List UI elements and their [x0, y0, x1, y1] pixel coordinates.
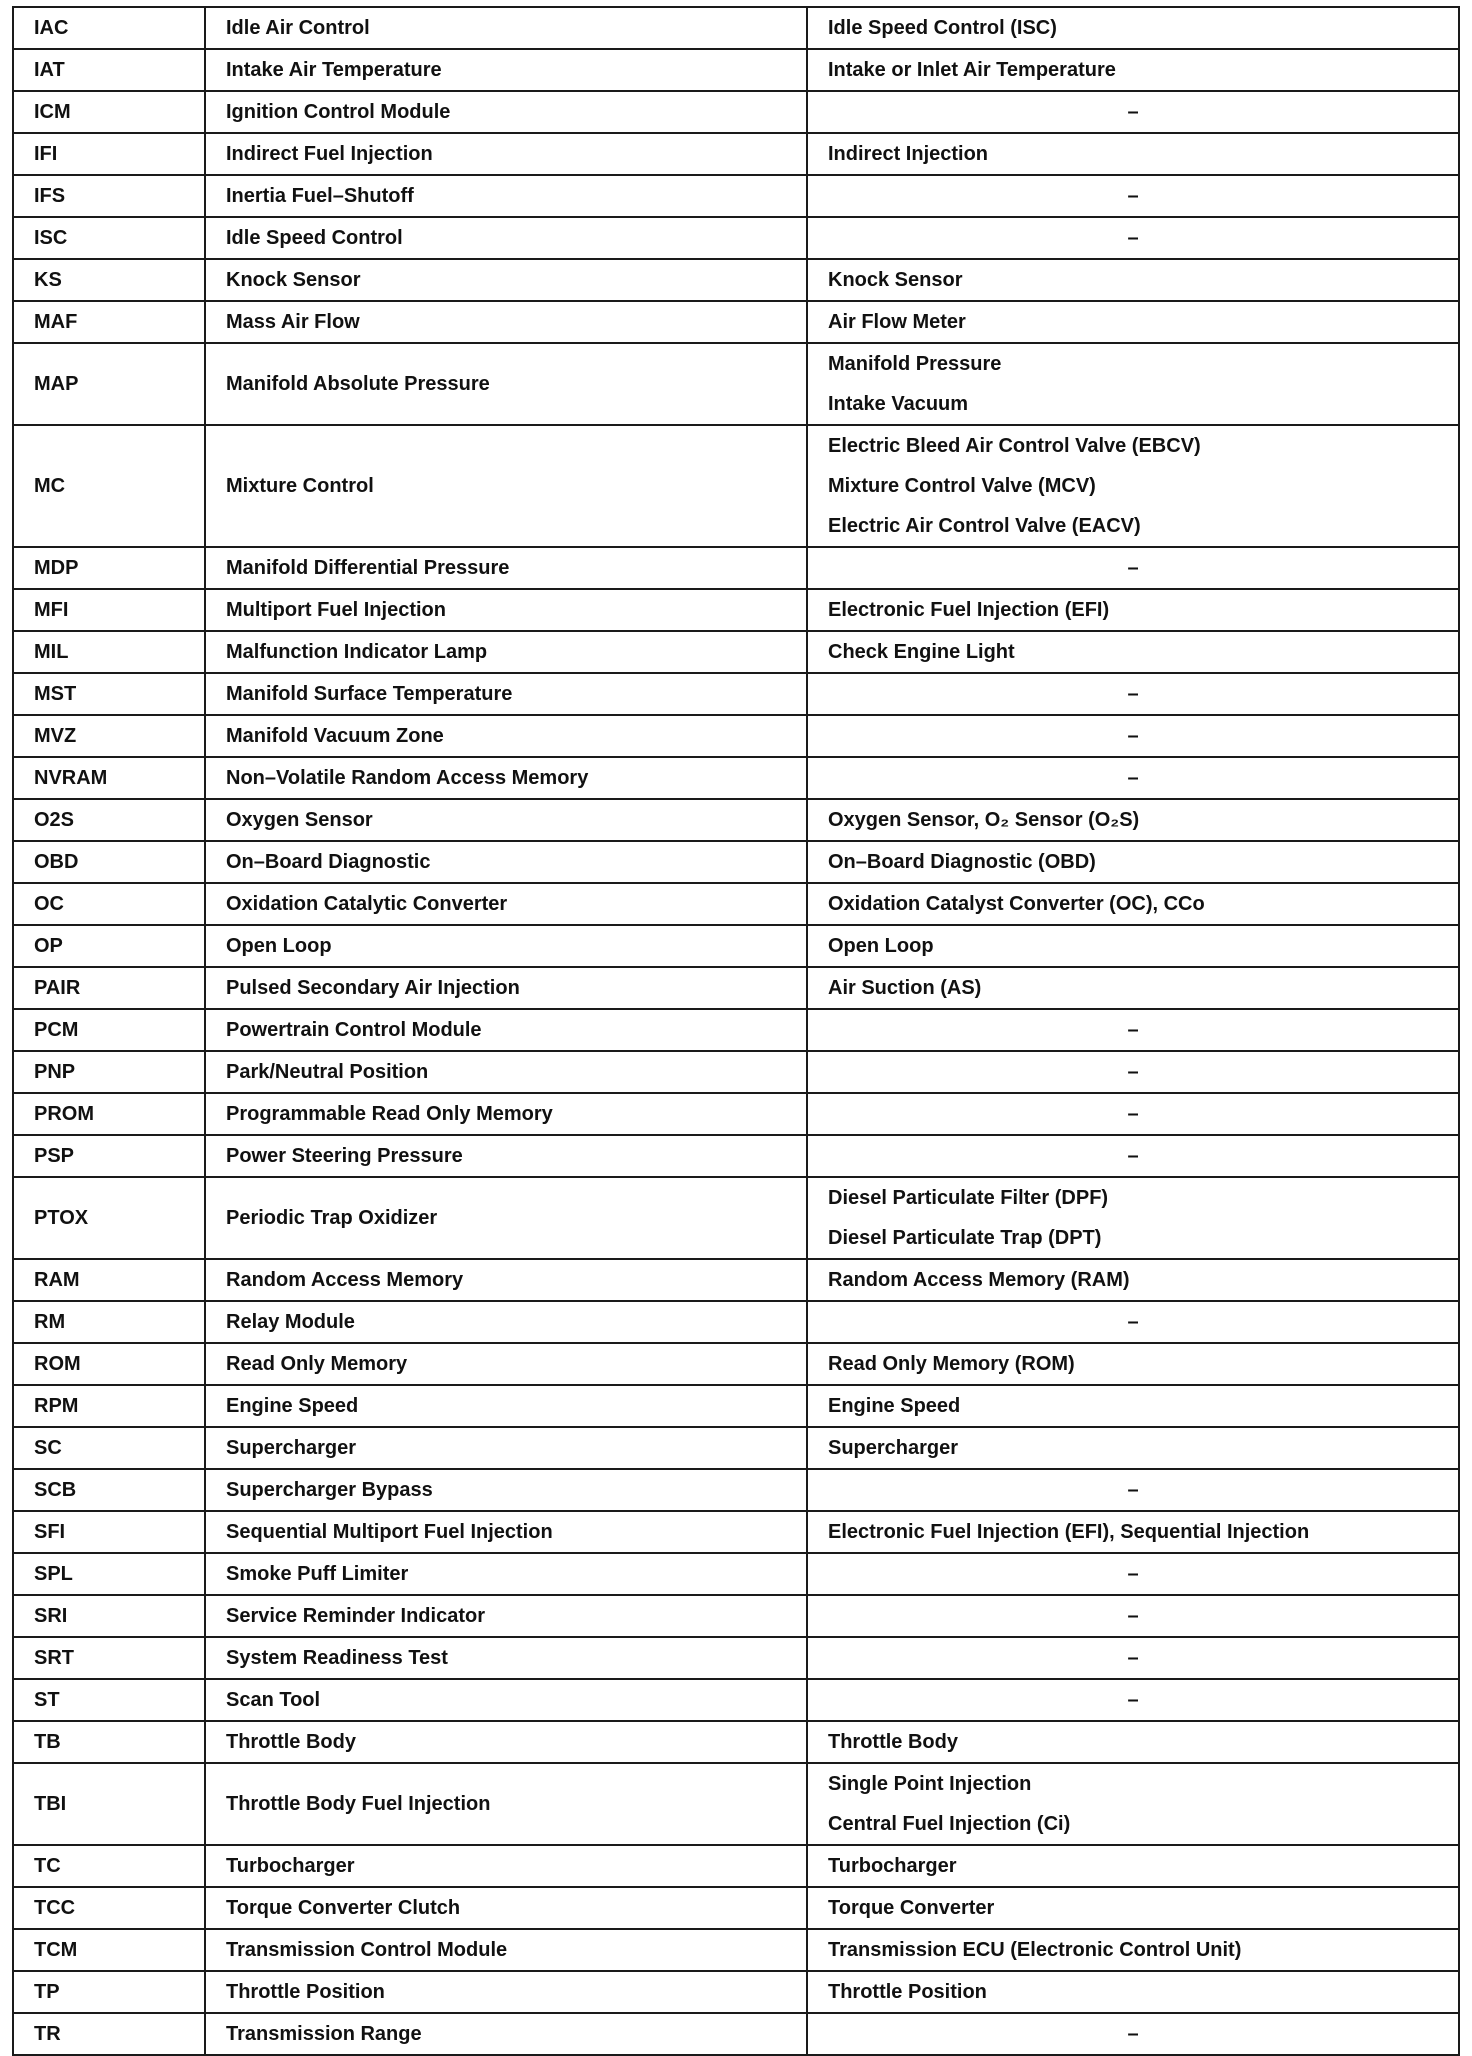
- table-row: [13, 1721, 1459, 1763]
- table-row: [13, 343, 1459, 425]
- table-row: [13, 1469, 1459, 1511]
- empty-dash: –: [1127, 1689, 1139, 1711]
- equivalent-line: Diesel Particulate Trap (DPT): [828, 1227, 1102, 1249]
- equivalent-line: Idle Speed Control (ISC): [828, 17, 1057, 39]
- abbreviation-cell: PNP: [13, 1051, 205, 1093]
- equivalent-cell: [807, 217, 1459, 259]
- abbreviation-cell: IAT: [13, 49, 205, 91]
- equivalent-line: Supercharger: [828, 1437, 959, 1459]
- equivalent-cell: [807, 1385, 1459, 1427]
- table-row: [13, 49, 1459, 91]
- equivalent-cell: [807, 673, 1459, 715]
- table-row: [13, 673, 1459, 715]
- equivalent-line: Electronic Fuel Injection (EFI): [828, 599, 1110, 621]
- equivalent-cell: [807, 91, 1459, 133]
- abbreviation-cell: RPM: [13, 1385, 205, 1427]
- abbreviation-cell: RAM: [13, 1259, 205, 1301]
- equivalent-line: Oxygen Sensor, O₂ Sensor (O₂S): [828, 809, 1140, 831]
- abbreviation-cell: MFI: [13, 589, 205, 631]
- empty-dash: –: [1127, 1647, 1139, 1669]
- abbreviation-cell: OBD: [13, 841, 205, 883]
- table-row: [13, 1259, 1459, 1301]
- abbreviation-cell: OC: [13, 883, 205, 925]
- equivalent-line: Turbocharger: [828, 1855, 957, 1877]
- abbreviation-cell: ST: [13, 1679, 205, 1721]
- table-row: [13, 1343, 1459, 1385]
- equivalent-line: Knock Sensor: [828, 269, 963, 291]
- equivalent-line: Intake or Inlet Air Temperature: [828, 59, 1116, 81]
- abbreviation-cell: TCC: [13, 1887, 205, 1929]
- table-row: [13, 1845, 1459, 1887]
- equivalent-cell: [807, 301, 1459, 343]
- term-cell: Open Loop: [205, 925, 807, 967]
- empty-dash: –: [1127, 2023, 1139, 2045]
- abbreviation-cell: SRI: [13, 1595, 205, 1637]
- abbreviation-cell: SPL: [13, 1553, 205, 1595]
- equivalent-line: Engine Speed: [828, 1395, 961, 1417]
- equivalent-cell: [807, 2013, 1459, 2055]
- abbreviation-cell: PAIR: [13, 967, 205, 1009]
- equivalent-cell: [807, 1177, 1459, 1259]
- abbreviation-cell: MC: [13, 425, 205, 547]
- equivalent-cell: [807, 1259, 1459, 1301]
- equivalent-cell: [807, 883, 1459, 925]
- abbreviation-cell: TCM: [13, 1929, 205, 1971]
- table-row: [13, 217, 1459, 259]
- equivalent-cell: [807, 1679, 1459, 1721]
- empty-dash: –: [1127, 185, 1139, 207]
- abbreviation-cell: PCM: [13, 1009, 205, 1051]
- empty-dash: –: [1127, 1103, 1139, 1125]
- abbreviation-cell: IFS: [13, 175, 205, 217]
- table-row: [13, 925, 1459, 967]
- table-row: [13, 715, 1459, 757]
- term-cell: Manifold Differential Pressure: [205, 547, 807, 589]
- abbreviation-cell: SFI: [13, 1511, 205, 1553]
- term-cell: Inertia Fuel–Shutoff: [205, 175, 807, 217]
- abbreviation-cell: TP: [13, 1971, 205, 2013]
- empty-dash: –: [1127, 1605, 1139, 1627]
- table-row: [13, 1427, 1459, 1469]
- equivalent-cell: [807, 841, 1459, 883]
- abbreviation-cell: RM: [13, 1301, 205, 1343]
- term-cell: Intake Air Temperature: [205, 49, 807, 91]
- table-row: [13, 133, 1459, 175]
- table-row: [13, 1971, 1459, 2013]
- abbreviation-cell: O2S: [13, 799, 205, 841]
- term-cell: Powertrain Control Module: [205, 1009, 807, 1051]
- abbreviation-cell: IFI: [13, 133, 205, 175]
- empty-dash: –: [1127, 1145, 1139, 1167]
- abbreviation-cell: TC: [13, 1845, 205, 1887]
- equivalent-line: Torque Converter: [828, 1897, 995, 1919]
- equivalent-cell: [807, 1343, 1459, 1385]
- term-cell: Throttle Body: [205, 1721, 807, 1763]
- term-cell: Mixture Control: [205, 425, 807, 547]
- abbreviation-table: [12, 6, 1460, 2056]
- term-cell: Malfunction Indicator Lamp: [205, 631, 807, 673]
- equivalent-line: Air Flow Meter: [828, 311, 966, 333]
- equivalent-cell: [807, 1637, 1459, 1679]
- table-row: [13, 175, 1459, 217]
- table-row: [13, 1929, 1459, 1971]
- term-cell: On–Board Diagnostic: [205, 841, 807, 883]
- term-cell: Power Steering Pressure: [205, 1135, 807, 1177]
- equivalent-line: Intake Vacuum: [828, 393, 969, 415]
- equivalent-cell: [807, 1721, 1459, 1763]
- table-row: [13, 757, 1459, 799]
- term-cell: Supercharger Bypass: [205, 1469, 807, 1511]
- equivalent-line: Random Access Memory (RAM): [828, 1269, 1130, 1291]
- table-row: [13, 1177, 1459, 1259]
- term-cell: Scan Tool: [205, 1679, 807, 1721]
- equivalent-line: Throttle Position: [828, 1981, 987, 2003]
- term-cell: Pulsed Secondary Air Injection: [205, 967, 807, 1009]
- equivalent-cell: [807, 1553, 1459, 1595]
- table-row: [13, 631, 1459, 673]
- term-cell: Periodic Trap Oxidizer: [205, 1177, 807, 1259]
- abbreviation-cell: PSP: [13, 1135, 205, 1177]
- equivalent-line: Oxidation Catalyst Converter (OC), CCo: [828, 893, 1205, 915]
- term-cell: Non–Volatile Random Access Memory: [205, 757, 807, 799]
- table-row: [13, 2013, 1459, 2055]
- abbreviation-cell: MVZ: [13, 715, 205, 757]
- abbreviation-cell: PROM: [13, 1093, 205, 1135]
- table-row: [13, 1051, 1459, 1093]
- term-cell: Sequential Multiport Fuel Injection: [205, 1511, 807, 1553]
- equivalent-cell: [807, 799, 1459, 841]
- equivalent-cell: [807, 1971, 1459, 2013]
- equivalent-cell: [807, 631, 1459, 673]
- abbreviation-cell: MDP: [13, 547, 205, 589]
- equivalent-cell: [807, 1929, 1459, 1971]
- equivalent-line: On–Board Diagnostic (OBD): [828, 851, 1096, 873]
- abbreviation-cell: TB: [13, 1721, 205, 1763]
- equivalent-line: Single Point Injection: [828, 1773, 1032, 1795]
- term-cell: Manifold Absolute Pressure: [205, 343, 807, 425]
- table-row: [13, 841, 1459, 883]
- empty-dash: –: [1127, 101, 1139, 123]
- term-cell: Programmable Read Only Memory: [205, 1093, 807, 1135]
- equivalent-line: Electric Bleed Air Control Valve (EBCV): [828, 435, 1201, 457]
- table-row: [13, 1135, 1459, 1177]
- table-row: [13, 1887, 1459, 1929]
- abbreviation-cell: MST: [13, 673, 205, 715]
- abbreviation-cell: MIL: [13, 631, 205, 673]
- equivalent-cell: [807, 925, 1459, 967]
- table-row: [13, 883, 1459, 925]
- abbreviation-cell: SRT: [13, 1637, 205, 1679]
- empty-dash: –: [1127, 725, 1139, 747]
- equivalent-cell: [807, 1051, 1459, 1093]
- abbreviation-table-body: [13, 7, 1459, 2055]
- equivalent-cell: [807, 343, 1459, 425]
- equivalent-line: Diesel Particulate Filter (DPF): [828, 1187, 1109, 1209]
- empty-dash: –: [1127, 227, 1139, 249]
- equivalent-cell: [807, 1301, 1459, 1343]
- table-row: [13, 1093, 1459, 1135]
- term-cell: Ignition Control Module: [205, 91, 807, 133]
- term-cell: Read Only Memory: [205, 1343, 807, 1385]
- empty-dash: –: [1127, 1019, 1139, 1041]
- equivalent-cell: [807, 547, 1459, 589]
- abbreviation-cell: ISC: [13, 217, 205, 259]
- term-cell: Idle Speed Control: [205, 217, 807, 259]
- table-row: [13, 1385, 1459, 1427]
- equivalent-line: Throttle Body: [828, 1731, 958, 1753]
- term-cell: Park/Neutral Position: [205, 1051, 807, 1093]
- equivalent-cell: [807, 1469, 1459, 1511]
- term-cell: Idle Air Control: [205, 7, 807, 49]
- abbreviation-cell: MAF: [13, 301, 205, 343]
- term-cell: Oxidation Catalytic Converter: [205, 883, 807, 925]
- table-row: [13, 589, 1459, 631]
- equivalent-cell: [807, 1887, 1459, 1929]
- table-row: [13, 1301, 1459, 1343]
- abbreviation-cell: ROM: [13, 1343, 205, 1385]
- abbreviation-cell: IAC: [13, 7, 205, 49]
- table-row: [13, 799, 1459, 841]
- equivalent-line: Mixture Control Valve (MCV): [828, 475, 1096, 497]
- abbreviation-cell: TBI: [13, 1763, 205, 1845]
- abbreviation-cell: SC: [13, 1427, 205, 1469]
- term-cell: System Readiness Test: [205, 1637, 807, 1679]
- term-cell: Supercharger: [205, 1427, 807, 1469]
- abbreviation-cell: MAP: [13, 343, 205, 425]
- term-cell: Engine Speed: [205, 1385, 807, 1427]
- abbreviation-cell: OP: [13, 925, 205, 967]
- equivalent-line: Electronic Fuel Injection (EFI), Sequential Injection: [828, 1521, 1310, 1543]
- table-row: [13, 1595, 1459, 1637]
- term-cell: Random Access Memory: [205, 1259, 807, 1301]
- term-cell: Multiport Fuel Injection: [205, 589, 807, 631]
- equivalent-cell: [807, 259, 1459, 301]
- table-row: [13, 1637, 1459, 1679]
- abbreviation-cell: PTOX: [13, 1177, 205, 1259]
- equivalent-cell: [807, 967, 1459, 1009]
- equivalent-line: Transmission ECU (Electronic Control Unit): [828, 1939, 1242, 1961]
- equivalent-cell: [807, 133, 1459, 175]
- term-cell: Torque Converter Clutch: [205, 1887, 807, 1929]
- equivalent-cell: [807, 1511, 1459, 1553]
- table-row: [13, 425, 1459, 547]
- table-row: [13, 1679, 1459, 1721]
- equivalent-cell: [807, 49, 1459, 91]
- table-row: [13, 1009, 1459, 1051]
- equivalent-cell: [807, 1595, 1459, 1637]
- empty-dash: –: [1127, 767, 1139, 789]
- equivalent-cell: [807, 715, 1459, 757]
- equivalent-cell: [807, 7, 1459, 49]
- term-cell: Throttle Body Fuel Injection: [205, 1763, 807, 1845]
- equivalent-line: Indirect Injection: [828, 143, 989, 165]
- empty-dash: –: [1127, 557, 1139, 579]
- term-cell: Mass Air Flow: [205, 301, 807, 343]
- equivalent-line: Check Engine Light: [828, 641, 1015, 663]
- equivalent-cell: [807, 589, 1459, 631]
- term-cell: Throttle Position: [205, 1971, 807, 2013]
- empty-dash: –: [1127, 1311, 1139, 1333]
- abbreviation-cell: SCB: [13, 1469, 205, 1511]
- term-cell: Transmission Range: [205, 2013, 807, 2055]
- term-cell: Turbocharger: [205, 1845, 807, 1887]
- table-row: [13, 7, 1459, 49]
- equivalent-line: Read Only Memory (ROM): [828, 1353, 1075, 1375]
- equivalent-cell: [807, 757, 1459, 799]
- equivalent-line: Central Fuel Injection (Ci): [828, 1813, 1071, 1835]
- abbreviation-cell: ICM: [13, 91, 205, 133]
- term-cell: Manifold Vacuum Zone: [205, 715, 807, 757]
- equivalent-line: Manifold Pressure: [828, 353, 1002, 375]
- equivalent-cell: [807, 1845, 1459, 1887]
- empty-dash: –: [1127, 1061, 1139, 1083]
- table-row: [13, 1553, 1459, 1595]
- empty-dash: –: [1127, 683, 1139, 705]
- equivalent-cell: [807, 1427, 1459, 1469]
- table-row: [13, 259, 1459, 301]
- term-cell: Oxygen Sensor: [205, 799, 807, 841]
- table-row: [13, 91, 1459, 133]
- term-cell: Service Reminder Indicator: [205, 1595, 807, 1637]
- term-cell: Manifold Surface Temperature: [205, 673, 807, 715]
- table-row: [13, 967, 1459, 1009]
- equivalent-line: Open Loop: [828, 935, 934, 957]
- term-cell: Smoke Puff Limiter: [205, 1553, 807, 1595]
- abbreviation-cell: TR: [13, 2013, 205, 2055]
- table-row: [13, 1511, 1459, 1553]
- equivalent-cell: [807, 1093, 1459, 1135]
- equivalent-cell: [807, 1763, 1459, 1845]
- abbreviation-cell: KS: [13, 259, 205, 301]
- term-cell: Transmission Control Module: [205, 1929, 807, 1971]
- empty-dash: –: [1127, 1479, 1139, 1501]
- abbreviation-cell: NVRAM: [13, 757, 205, 799]
- empty-dash: –: [1127, 1563, 1139, 1585]
- table-row: [13, 301, 1459, 343]
- equivalent-line: Air Suction (AS): [828, 977, 982, 999]
- table-row: [13, 547, 1459, 589]
- term-cell: Indirect Fuel Injection: [205, 133, 807, 175]
- equivalent-cell: [807, 1009, 1459, 1051]
- equivalent-cell: [807, 175, 1459, 217]
- table-row: [13, 1763, 1459, 1845]
- equivalent-line: Electric Air Control Valve (EACV): [828, 515, 1141, 537]
- term-cell: Relay Module: [205, 1301, 807, 1343]
- term-cell: Knock Sensor: [205, 259, 807, 301]
- equivalent-cell: [807, 425, 1459, 547]
- equivalent-cell: [807, 1135, 1459, 1177]
